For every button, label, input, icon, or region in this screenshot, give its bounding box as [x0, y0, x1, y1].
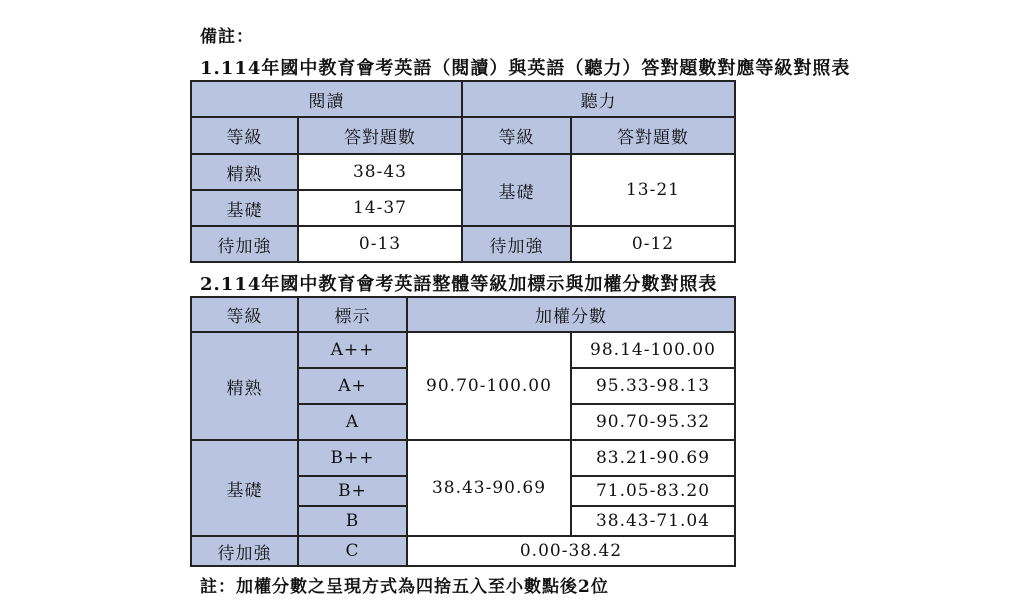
reading-level-cell: 精熟: [191, 154, 298, 190]
reading-header: 閱讀: [191, 81, 462, 117]
reading-correct-header: 答對題數: [298, 117, 462, 154]
level-cell: 待加強: [191, 536, 298, 566]
mark-cell: B++: [298, 440, 407, 476]
mark-cell: A: [298, 404, 407, 440]
mark-cell: B: [298, 506, 407, 536]
answer-count-table: [190, 80, 736, 263]
listening-range-cell: 13-21: [571, 154, 735, 226]
score-header: 加權分數: [407, 297, 735, 332]
overall-score-cell: 90.70-100.00: [407, 332, 571, 440]
table1-title: 1.114年國中教育會考英語（閱讀）與英語（聽力）答對題數對應等級對照表: [200, 58, 851, 79]
mark-cell: A+: [298, 368, 407, 404]
score-cell: 71.05-83.20: [571, 476, 735, 506]
reading-range-cell: 0-13: [298, 226, 462, 262]
score-cell: 83.21-90.69: [571, 440, 735, 476]
mark-cell: B+: [298, 476, 407, 506]
reading-range-cell: 14-37: [298, 190, 462, 226]
reading-level-cell: 待加強: [191, 226, 298, 262]
score-cell: 90.70-95.32: [571, 404, 735, 440]
score-cell: 98.14-100.00: [571, 332, 735, 368]
weighted-score-table: [190, 296, 736, 567]
mark-cell: A++: [298, 332, 407, 368]
score-cell: 38.43-71.04: [571, 506, 735, 536]
listening-level-cell: 待加強: [462, 226, 571, 262]
note-heading: 備註：: [200, 27, 254, 47]
overall-score-cell: 38.43-90.69: [407, 440, 571, 536]
level-header: 等級: [191, 297, 298, 332]
score-cell: 0.00-38.42: [407, 536, 735, 566]
reading-level-header: 等級: [191, 117, 298, 154]
listening-range-cell: 0-12: [571, 226, 735, 262]
mark-cell: C: [298, 536, 407, 566]
reading-level-cell: 基礎: [191, 190, 298, 226]
score-cell: 95.33-98.13: [571, 368, 735, 404]
level-cell: 基礎: [191, 440, 298, 536]
listening-level-header: 等級: [462, 117, 571, 154]
listening-level-cell: 基礎: [462, 154, 571, 226]
listening-header: 聽力: [462, 81, 735, 117]
level-cell: 精熟: [191, 332, 298, 440]
reading-range-cell: 38-43: [298, 154, 462, 190]
table2-title: 2.114年國中教育會考英語整體等級加標示與加權分數對照表: [200, 274, 718, 295]
mark-header: 標示: [298, 297, 407, 332]
footnote: 註：加權分數之呈現方式為四捨五入至小數點後2位: [200, 577, 609, 597]
listening-correct-header: 答對題數: [571, 117, 735, 154]
